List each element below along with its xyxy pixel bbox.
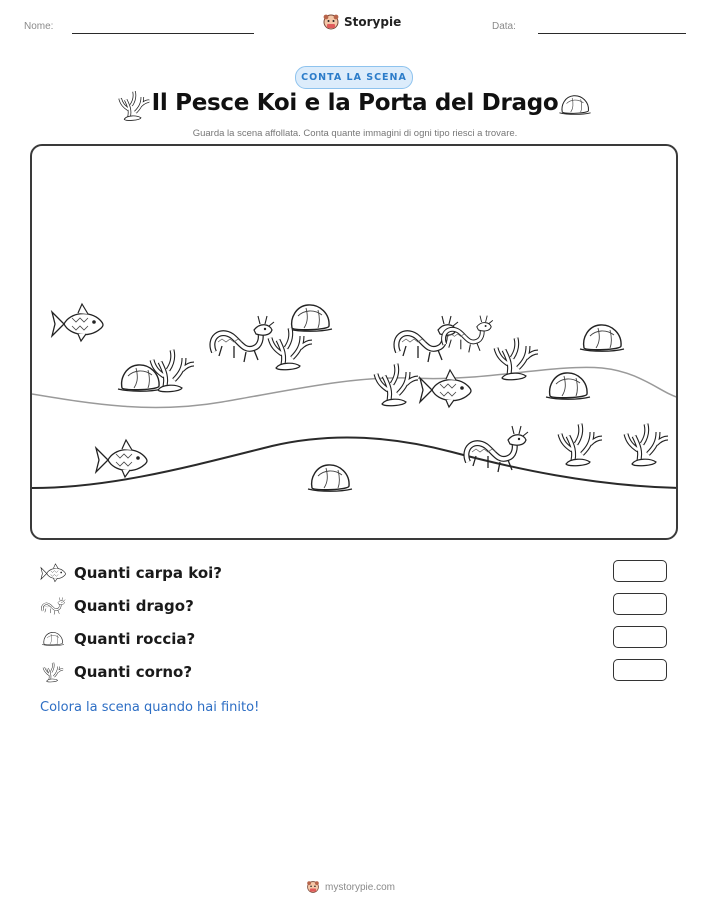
dragon [396, 316, 458, 362]
date-line[interactable] [538, 33, 686, 34]
question-rock [40, 627, 195, 651]
horn [560, 424, 602, 466]
name-line[interactable] [72, 33, 254, 34]
horn-icon [40, 660, 66, 684]
rock-icon [40, 627, 66, 651]
rock [546, 373, 590, 399]
name-label: Nome: [24, 21, 54, 32]
answer-box-koi[interactable] [613, 560, 667, 582]
koi-fish [420, 370, 471, 407]
question-text: Quanti corno? [74, 663, 193, 681]
page-subtitle: Guarda la scena affollata. Conta quante immagini di ogni tipo riesci a trovare. [192, 128, 518, 139]
date-label: Data: [492, 21, 516, 32]
question-horn [40, 660, 192, 684]
horn [376, 364, 418, 406]
page-title: Il Pesce Koi e la Porta del Drago [151, 90, 559, 116]
coloring-note: Colora la scena quando hai finito! [40, 700, 260, 715]
answer-box-rock[interactable] [613, 626, 667, 648]
rock [580, 325, 624, 351]
site-url[interactable]: mystorypie.com [325, 881, 396, 893]
mascot-icon [322, 13, 340, 31]
mascot-icon [306, 880, 320, 894]
question-dragon [40, 594, 194, 618]
scene-illustration [32, 146, 678, 540]
horn [270, 328, 312, 370]
site-footer [306, 880, 395, 894]
koi-fish [52, 304, 103, 341]
dragon [212, 316, 274, 362]
dragon [466, 426, 528, 472]
dragon [444, 316, 493, 353]
section-badge: CONTA LA SCENA [295, 66, 413, 89]
rock [288, 305, 332, 331]
dragon-icon [40, 594, 66, 618]
rock [308, 465, 352, 491]
answer-box-horn[interactable] [613, 659, 667, 681]
counting-scene [30, 144, 678, 540]
koi-fish-icon [40, 561, 66, 585]
brand-logo [322, 12, 401, 32]
brand-name: Storypie [344, 15, 402, 29]
koi-fish [96, 440, 147, 477]
question-text: Quanti drago? [74, 597, 194, 615]
answer-box-dragon[interactable] [613, 593, 667, 615]
horn [626, 424, 668, 466]
question-text: Quanti roccia? [74, 630, 196, 648]
question-text: Quanti carpa koi? [74, 564, 222, 582]
horn [496, 338, 538, 380]
rock-title-icon [558, 92, 592, 118]
question-koi [40, 561, 222, 585]
